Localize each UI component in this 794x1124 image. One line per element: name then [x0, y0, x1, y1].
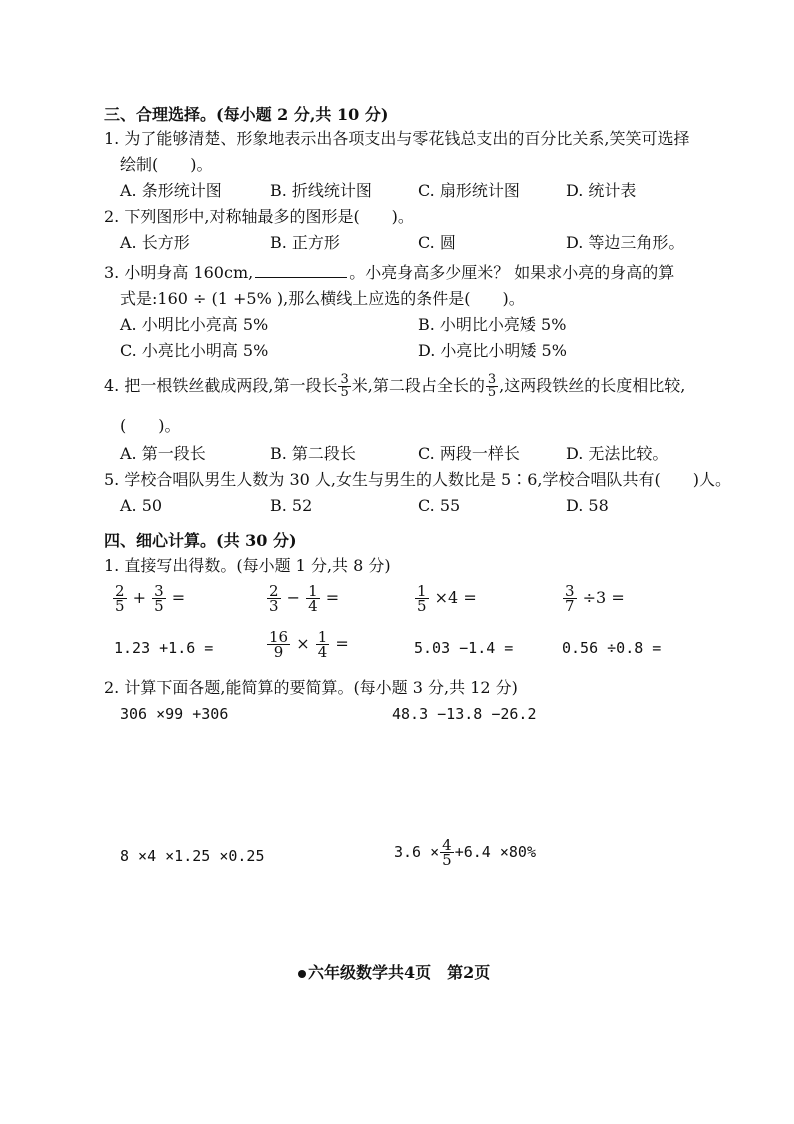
calc-expression-8: 0.56 ÷0.8 = [562, 639, 662, 657]
e2-fraction-a [267, 584, 281, 613]
q4-fraction-1 [338, 374, 350, 399]
e4-num: 3 [565, 582, 575, 600]
q1-option-b: B. 折线统计图 [270, 181, 372, 200]
e2-num-b: 1 [308, 582, 318, 600]
p2-title: 2. 计算下面各题,能简算的要简算。(每小题 3 分,共 12 分) [104, 678, 518, 697]
e6-den-a: 9 [273, 643, 284, 661]
q4-fraction-2 [486, 374, 498, 399]
calc-expression-1 [112, 584, 185, 613]
q3-option-d: D. 小亮比小明矮 5% [418, 341, 567, 360]
q4-text-c: ,这两段铁丝的长度相比较, [499, 376, 686, 395]
c4-num: 4 [442, 836, 452, 854]
e2-equals: = [325, 588, 340, 607]
e1-operator: + [132, 588, 147, 607]
q4-option-d: D. 无法比较。 [566, 444, 669, 463]
q1-option-a: A. 条形统计图 [120, 181, 222, 200]
e6-den-b: 4 [317, 643, 328, 661]
calc-expression-2 [266, 584, 339, 613]
q1-option-d: D. 统计表 [566, 181, 637, 200]
q1-option-c: C. 扇形统计图 [418, 181, 520, 200]
c4-text-a: 3.6 × [394, 843, 440, 861]
e2-num-a: 2 [269, 582, 279, 600]
e4-den: 7 [565, 597, 575, 615]
q5-line1: 5. 学校合唱队男生人数为 30 人,女生与男生的人数比是 5∶6,学校合唱队共有( )人。 [104, 470, 731, 489]
p1-title: 1. 直接写出得数。(每小题 1 分,共 8 分) [104, 556, 391, 575]
q4-option-a: A. 第一段长 [120, 444, 206, 463]
q3-option-c: C. 小亮比小明高 5% [120, 341, 269, 360]
e4-rest: ÷3 = [582, 588, 625, 607]
q1-line1: 1. 为了能够清楚、形象地表示出各项支出与零花钱总支出的百分比关系,笑笑可选择 [104, 129, 690, 148]
bullet-icon [298, 970, 306, 978]
q4-option-b: B. 第二段长 [270, 444, 356, 463]
e2-den-a: 3 [269, 597, 279, 615]
calc-expression-6 [266, 630, 349, 659]
e6-num-a: 16 [269, 628, 289, 646]
e6-equals: = [335, 634, 349, 653]
q3-line1-end: 。小亮身高多少厘米？ 如果求小亮的身高的算 [349, 263, 675, 282]
q4-option-c: C. 两段一样长 [418, 444, 520, 463]
q3-option-a: A. 小明比小亮高 5% [120, 315, 269, 334]
q4-fraction-1-num: 3 [340, 372, 349, 387]
q2-line1: 2. 下列图形中,对称轴最多的图形是( )。 [104, 207, 414, 226]
footer-text: 六年级数学共4页 第2页 [308, 963, 491, 982]
e1-den-a: 5 [115, 597, 125, 615]
calc-expression-3 [414, 584, 477, 613]
q4-fraction-2-den: 5 [487, 385, 497, 400]
compute-problem-3: 8 ×4 ×1.25 ×0.25 [120, 847, 265, 865]
e3-den: 5 [417, 597, 427, 615]
e6-num-b: 1 [317, 628, 328, 646]
q3-line2: 式是:160 ÷ (1 +5% ),那么横线上应选的条件是( )。 [120, 289, 525, 308]
e3-fraction [415, 584, 429, 613]
q2-option-a: A. 长方形 [120, 233, 190, 252]
e2-den-b: 4 [308, 597, 318, 615]
q1-line2: 绘制( )。 [120, 155, 213, 174]
e1-equals: = [171, 588, 186, 607]
e1-fraction-b [152, 584, 166, 613]
q4-line2: ( )。 [120, 416, 181, 435]
section3-title: 三、合理选择。(每小题 2 分,共 10 分) [104, 105, 389, 124]
page-footer [298, 960, 490, 983]
calc-expression-4 [562, 584, 625, 613]
e1-num-b: 3 [154, 582, 164, 600]
compute-problem-4 [394, 838, 536, 867]
q3-line1-start: 3. 小明身高 160cm, [104, 263, 254, 282]
compute-problem-1: 306 ×99 +306 [120, 705, 229, 723]
q2-option-d: D. 等边三角形。 [566, 233, 685, 252]
q3-option-b: B. 小明比小亮矮 5% [418, 315, 567, 334]
q5-option-d: D. 58 [566, 496, 609, 515]
e1-fraction-a [113, 584, 127, 613]
c4-den: 5 [442, 851, 452, 869]
e1-num-a: 2 [115, 582, 125, 600]
e6-fraction-b [316, 630, 330, 659]
e6-operator: × [296, 634, 310, 653]
e2-fraction-b [306, 584, 320, 613]
e2-operator: − [286, 588, 301, 607]
c4-text-b: +6.4 ×80% [454, 843, 536, 861]
q5-option-b: B. 52 [270, 496, 313, 515]
compute-problem-2: 48.3 −13.8 −26.2 [392, 705, 537, 723]
q4-fraction-1-den: 5 [340, 385, 349, 400]
q4-line1 [104, 374, 685, 399]
q2-option-b: B. 正方形 [270, 233, 340, 252]
q4-text-a: 4. 把一根铁丝截成两段,第一段长 [104, 376, 338, 395]
q4-text-b: 米,第二段占全长的 [351, 376, 485, 395]
calc-expression-5: 1.23 +1.6 = [114, 639, 214, 657]
q5-option-c: C. 55 [418, 496, 461, 515]
c4-fraction [440, 838, 454, 867]
e3-num: 1 [417, 582, 427, 600]
section4-title: 四、细心计算。(共 30 分) [104, 531, 297, 550]
q3-answer-blank [255, 263, 347, 278]
e3-rest: ×4 = [434, 588, 477, 607]
q4-fraction-2-num: 3 [487, 372, 497, 387]
q3-line1 [104, 263, 674, 283]
e6-fraction-a [267, 630, 290, 659]
calc-expression-7: 5.03 −1.4 = [414, 639, 514, 657]
e4-fraction [563, 584, 577, 613]
q2-option-c: C. 圆 [418, 233, 456, 252]
e1-den-b: 5 [154, 597, 164, 615]
q5-option-a: A. 50 [120, 496, 163, 515]
